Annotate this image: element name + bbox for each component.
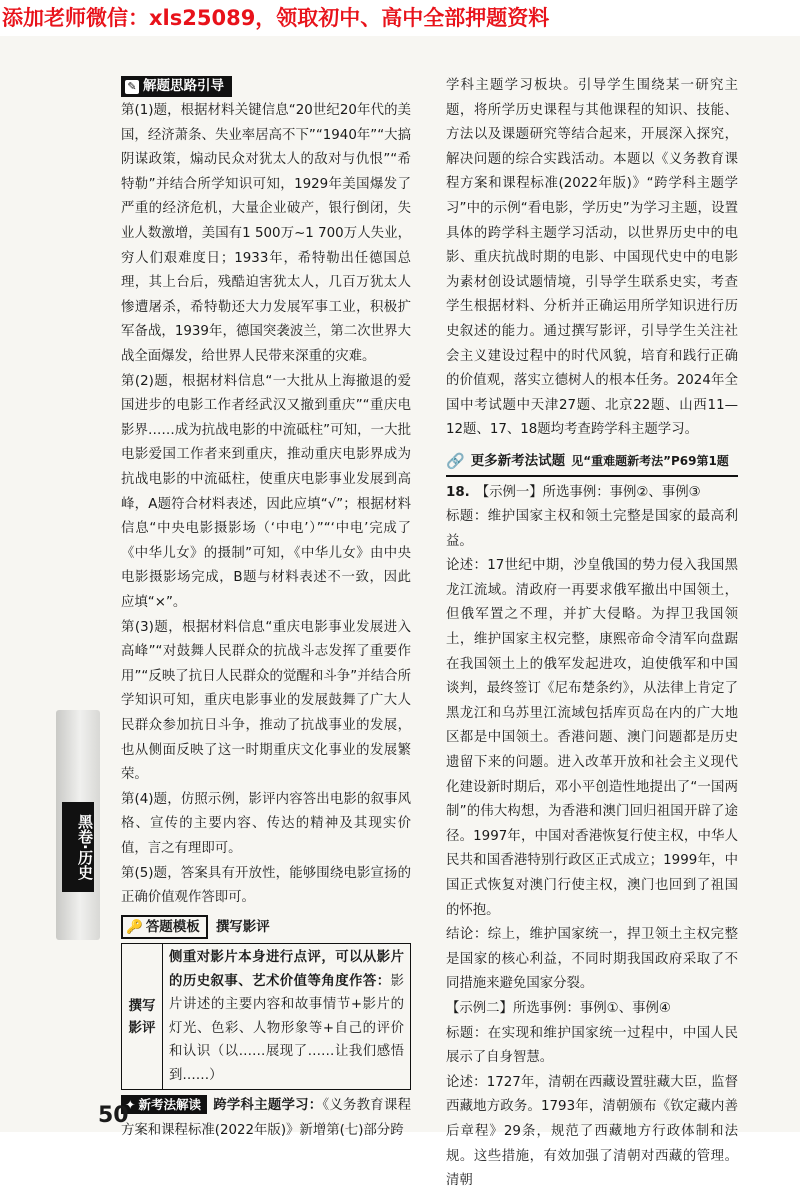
right-column [446, 74, 738, 1189]
paragraph: 标题：在实现和维护国家统一过程中，中国人民展示了自身智慧。 [446, 1025, 738, 1066]
paragraph: 第(1)题，根据材料关键信息“20世纪20年代的美国，经济萧条、失业率居高不下”“1940年”“大搞阴谋政策，煽动民众对犹太人的敌对与仇恨”“希特勒”并结合所学知识可知，1929年美国爆发了严重的经济危机，大量企业破产，银行倒闭，失业人数激增，美国有1 500万~1 700万人失业，穷人们艰难度日；1933年，希特勒出任德国总理，其上台后，残酷迫害犹太人，几百万犹太人惨遭屠杀，希特勒还大力发展军事工业，积极扩军备战，1939年，德国突袭波兰，第二次世界大战全面爆发，给世界人民带来深重的灾难。 [121, 103, 411, 365]
promo-banner: 添加老师微信：xls25089，领取初中、高中全部押题资料 [2, 6, 550, 30]
new-exam-paragraph [121, 1094, 411, 1143]
new-exam-bold: 跨学科主题学习： [213, 1098, 323, 1114]
template-tag-label: 答题模板 [145, 918, 200, 935]
question-line [446, 481, 738, 506]
side-tab-label: 黑卷·历史 [62, 802, 94, 892]
new-exam-heading-label: 新考法解读 [138, 1097, 201, 1113]
pencil-note-icon: ✎ [125, 80, 139, 94]
template-tag [121, 915, 208, 939]
page-number: 50 [98, 1103, 129, 1128]
new-exam-text: 《义务教育课程方案和课程标准(2022年版)》新增第(七)部分跨 [121, 1098, 411, 1138]
paragraph: 第(2)题，根据材料信息“一大批从上海撤退的爱国进步的电影工作者经武汉又撤到重庆”“重庆电影界……成为抗战电影的中流砥柱”可知，一大批电影爱国工作者来到重庆，推动重庆电影界成为抗战电影的中流砥柱，使重庆电影事业发展到高峰，A题符合材料表述，因此应填“√”；根据材料信息“中央电影摄影场（‘中电’）”“‘中电’完成了《中华儿女》的摄制”可知，《中华儿女》由中央电影摄影场完成，B题与材料表述不一致，因此应填“×”。 [121, 373, 411, 610]
link-icon: 🔗 [446, 451, 465, 470]
template-label: 撰写影评 [122, 944, 163, 1089]
more-questions-heading [446, 449, 738, 477]
paragraph: 论述：17世纪中期，沙皇俄国的势力侵入我国黑龙江流域。清政府一再要求俄军撤出中国领土，但俄军置之不理，并扩大侵略。为捍卫我国领土，维护国家主权完整，康熙帝命令清军向盘踞在我国领土上的俄军发起进攻，迫使俄军和中国谈判，最终签订《尼布楚条约》，从法律上肯定了黑龙江和乌苏里江流域包括库页岛在内的广大地区都是中国领土。香港问题、澳门问题都是历史遗留下来的问题。进入改革开放和社会主义现代化建设新时期后，邓小平创造性地提出了“一国两制”的伟大构想，为香港和澳门回归祖国开辟了途径。1997年，中国对香港恢复行使主权，中华人民共和国香港特别行政区正式成立；1999年，中国正式恢复对澳门行使主权，澳门也回到了祖国的怀抱。 [446, 558, 738, 918]
analysis-heading [121, 76, 232, 97]
side-tab [56, 710, 100, 940]
paragraph: 论述：1727年，清朝在西藏设置驻藏大臣，监督西藏地方政务。1793年，清朝颁布《钦定藏内善后章程》29条，规范了西藏地方行政体制和法规。这些措施，有效加强了清朝对西藏的管理。清朝 [446, 1074, 738, 1189]
template-body-text: 影片讲述的主要内容和故事情节+影片的灯光、色彩、人物形象等+自己的评价和认识（以……展现了……让我们感悟到……） [169, 973, 404, 1083]
paragraph: 结论：综上，维护国家统一，捍卫领土主权完整是国家的核心利益，不同时期我国政府采取了不同措施来避免国家分裂。 [446, 927, 738, 992]
page [0, 36, 800, 1189]
left-column [121, 74, 411, 1138]
more-questions-ref: 见“重难题新考法”P69第1题 [571, 453, 729, 468]
paragraph: 【示例二】所选事例：事例①、事例④ [446, 1000, 671, 1016]
bulb-icon: ✦ [125, 1097, 136, 1113]
template-title: 撰写影评 [215, 918, 270, 935]
question-number: 18. [446, 484, 470, 500]
analysis-heading-label: 解题思路引导 [143, 78, 224, 94]
template-body-bold: 侧重对影片本身进行点评，可以从影片的历史叙事、艺术价值等角度作答： [169, 950, 404, 989]
question-example-line: 【示例一】所选事例：事例②、事例③ [475, 484, 701, 500]
more-questions-label: 更多新考法试题 [470, 452, 566, 469]
paragraph: 标题：维护国家主权和领土完整是国家的最高利益。 [446, 509, 738, 549]
new-exam-heading [121, 1095, 207, 1114]
template-box [121, 943, 411, 1090]
key-icon: 🔑 [126, 918, 143, 935]
template-body [163, 944, 410, 1089]
paragraph: 第(4)题，仿照示例，影评内容答出电影的叙事风格、宣传的主要内容、传达的精神及其现实价值，言之有理即可。 [121, 791, 411, 856]
paragraph: 第(3)题，根据材料信息“重庆电影事业发展进入高峰”“对鼓舞人民群众的抗战斗志发挥了重要作用”“反映了抗日人民群众的觉醒和斗争”并结合所学知识可知，重庆电影事业的发展鼓舞了广大人民群众参加抗日斗争，推动了抗战事业的发展，也从侧面反映了这一时期重庆文化事业的发展繁荣。 [121, 619, 411, 783]
intro-paragraph: 学科主题学习板块。引导学生围绕某一研究主题，将所学历史课程与其他课程的知识、技能、方法以及课题研究等结合起来，开展深入探究，解决问题的综合实践活动。本题以《义务教育课程方案和课程标准(2022年版)》“跨学科主题学习”中的示例“看电影，学历史”为学习主题，设置具体的跨学科主题学习活动，以世界历史中的电影、重庆抗战时期的电影、中国现代史中的电影为素材创设试题情境，引导学生联系史实，考查学生根据材料、分析并正确运用所学知识进行历史叙述的能力。通过撰写影评，引导学生关注社会主义建设过程中的时代风貌，培育和践行正确的价值观，落实立德树人的根本任务。2024年全国中考试题中天津27题、北京22题、山西11—12题、17、18题均考查跨学科主题学习。 [446, 78, 738, 438]
paragraph: 第(5)题，答案具有开放性，能够围绕电影宣扬的正确价值观作答即可。 [121, 865, 411, 906]
template-header [121, 915, 411, 940]
